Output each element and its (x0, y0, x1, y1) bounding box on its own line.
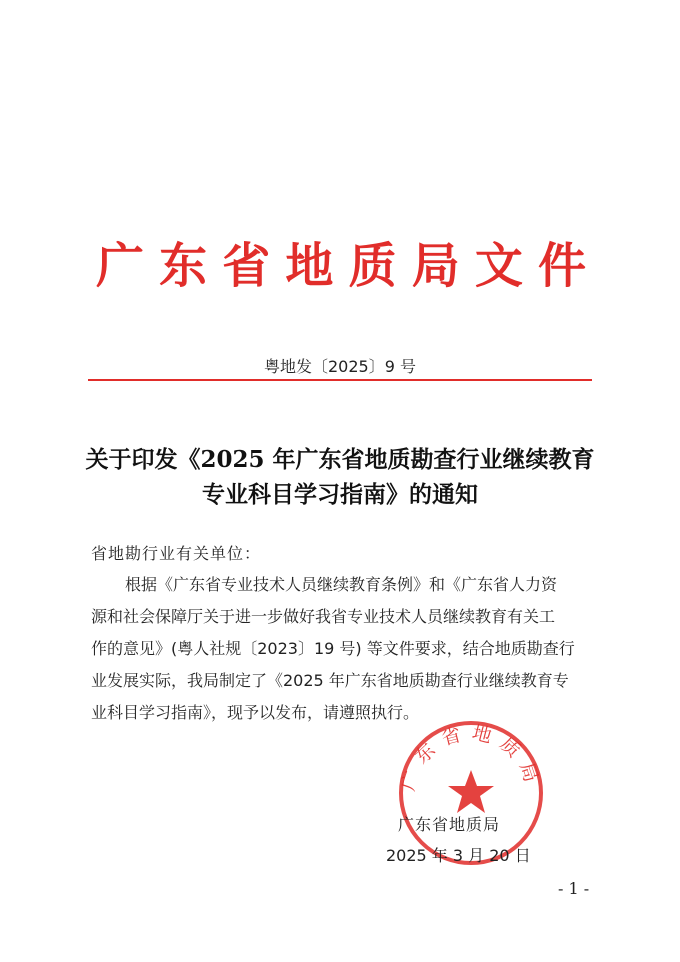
seal-star-icon (448, 770, 494, 813)
masthead-char: 广 (96, 237, 145, 294)
issue-date: 2025 年 3 月 20 日 (386, 846, 531, 865)
body-line: 业科目学习指南》，现予以发布，请遵照执行。 (91, 703, 420, 722)
document-number: 粤地发〔2025〕9 号 (264, 357, 416, 376)
body-line: 源和社会保障厅关于进一步做好我省专业技术人员继续教育有关工 (91, 607, 556, 626)
masthead-char: 东 (159, 237, 208, 294)
body-paragraph (91, 569, 613, 729)
page-number: - 1 - (558, 879, 590, 898)
body-line: 业发展实际，我局制定了《2025 年广东省地质勘查行业继续教育专 (91, 671, 569, 690)
salutation: 省地勘行业有关单位： (91, 544, 262, 563)
issuer-name: 广东省地质局 (398, 815, 501, 834)
title-line: 专业科目学习指南》的通知 (202, 481, 478, 508)
body-line: 根据《广东省专业技术人员继续教育条例》和《广东省人力资 (125, 575, 558, 594)
document-title (70, 442, 610, 512)
masthead-char: 质 (348, 237, 397, 294)
seal-text: 广东省地质局 (397, 721, 545, 794)
masthead-char: 局 (411, 237, 460, 294)
masthead-char: 地 (285, 237, 334, 294)
masthead-title (96, 226, 586, 296)
body-line: 作的意见》(粤人社规〔2023〕19 号) 等文件要求，结合地质勘查行 (91, 639, 575, 658)
masthead-char: 件 (537, 237, 586, 294)
title-line: 关于印发《2025 年广东省地质勘查行业继续教育 (85, 446, 595, 473)
red-divider-line (88, 379, 592, 381)
masthead-char: 省 (222, 237, 271, 294)
masthead-char: 文 (474, 237, 523, 294)
